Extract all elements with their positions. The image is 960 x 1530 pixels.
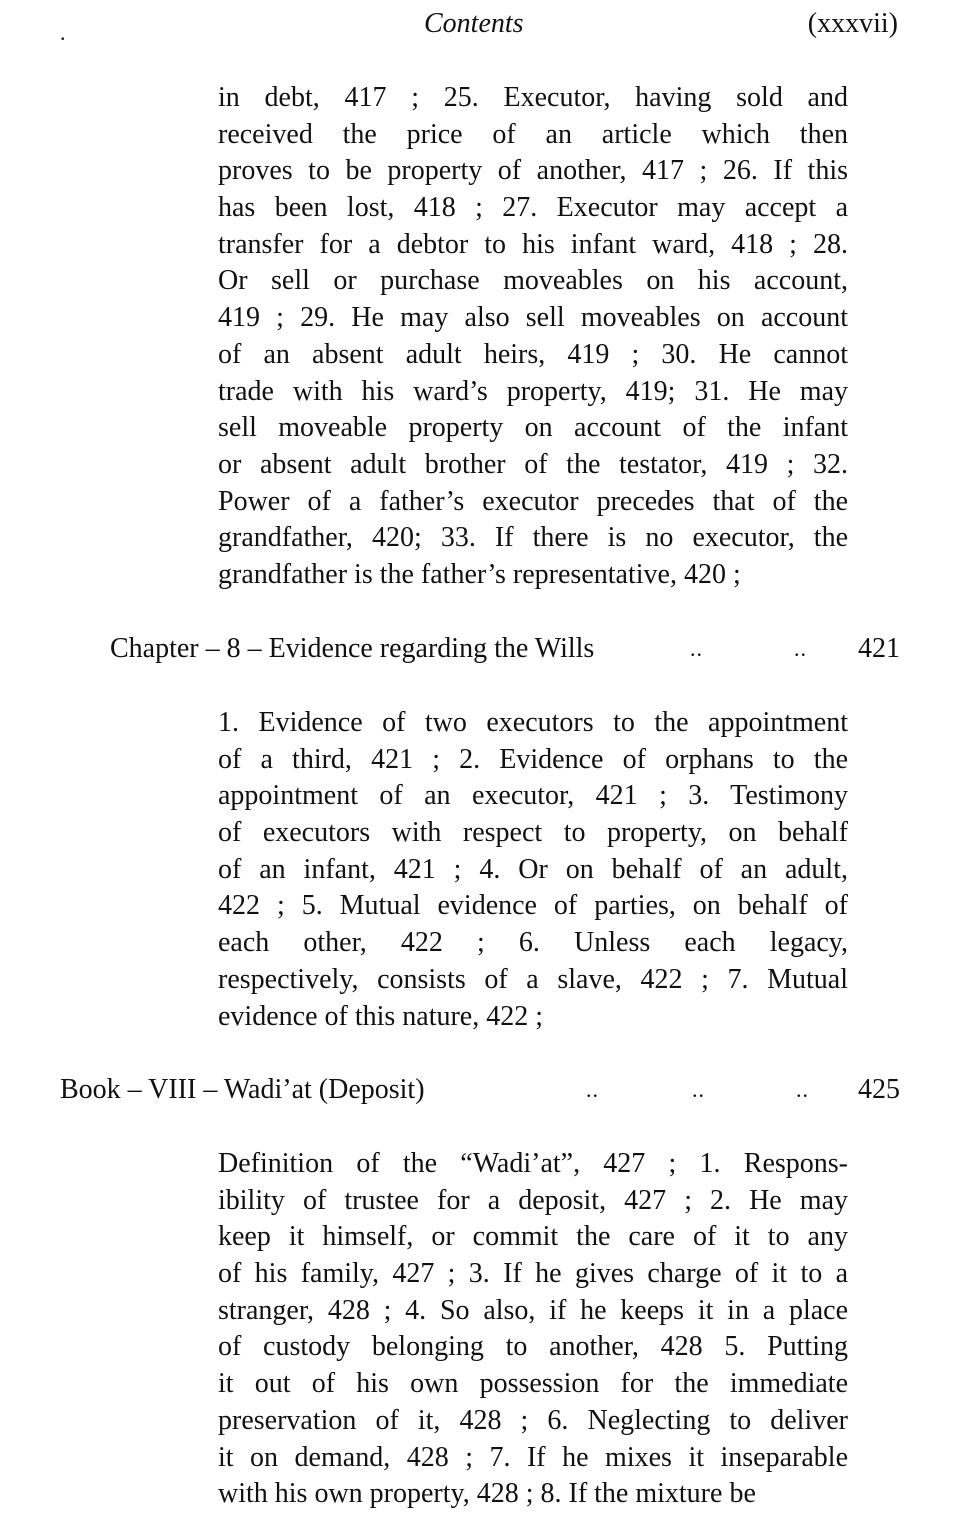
- margin-mark: .: [60, 20, 66, 45]
- text-line: Power of a father’s executor precedes that of the: [218, 485, 848, 517]
- text-line: grandfather, 420; 33. If there is no executor, the: [218, 522, 848, 554]
- running-header: [0, 6, 960, 46]
- text-line: of an infant, 421 ; 4. Or on behalf of an adult,: [218, 853, 848, 885]
- text-line: 1. Evidence of two executors to the appointment: [218, 707, 848, 738]
- book-8-page-number: 425: [858, 1074, 900, 1105]
- text-line: stranger, 428 ; 4. So also, if he keeps it in a place: [218, 1294, 848, 1326]
- text-line: it on demand, 428 ; 7. If he mixes it inseparable: [218, 1441, 848, 1473]
- text-line: sell moveable property on account of the infant: [218, 412, 848, 444]
- text-line: respectively, consists of a slave, 422 ; 7. Mutual: [218, 963, 848, 995]
- header-page-number: (xxxvii): [807, 8, 898, 39]
- dot-leader: ..: [586, 1077, 599, 1102]
- text-line: with his own property, 428 ; 8. If the mixture be: [218, 1478, 756, 1510]
- text-line: 419 ; 29. He may also sell moveables on account: [218, 302, 848, 334]
- text-line: proves to be property of another, 417 ; 26. If this: [218, 155, 848, 187]
- text-line: grandfather is the father’s representative, 420 ;: [218, 558, 741, 590]
- text-line: each other, 422 ; 6. Unless each legacy,: [218, 927, 848, 959]
- text-line: evidence of this nature, 422 ;: [218, 1000, 544, 1032]
- text-line: Or sell or purchase moveables on his account,: [218, 265, 848, 297]
- text-line: of an absent adult heirs, 419 ; 30. He cannot: [218, 338, 848, 370]
- dot-leader: ..: [690, 636, 703, 661]
- text-line: 422 ; 5. Mutual evidence of parties, on behalf of: [218, 890, 848, 922]
- text-line: of custody belonging to another, 428 5. Putting: [218, 1331, 848, 1363]
- toc-entry-book-8: [60, 1070, 900, 1110]
- text-line: received the price of an article which then: [218, 118, 848, 150]
- text-line: preservation of it, 428 ; 6. Neglecting to deliver: [218, 1404, 848, 1436]
- dot-leader: ..: [794, 636, 807, 661]
- text-line: trade with his ward’s property, 419; 31. He may: [218, 375, 848, 407]
- dot-leader: ..: [796, 1077, 809, 1102]
- contents-paragraph-2: [218, 705, 848, 1035]
- text-line: has been lost, 418 ; 27. Executor may accept a: [218, 192, 848, 224]
- text-line: it out of his own possession for the immediate: [218, 1368, 848, 1400]
- text-line: Definition of the “Wadi’at”, 427 ; 1. Respons-: [218, 1148, 848, 1179]
- text-line: keep it himself, or commit the care of it to any: [218, 1221, 848, 1253]
- text-line: or absent adult brother of the testator, 419 ; 32.: [218, 448, 848, 480]
- book-8-title: Book – VIII – Wadi’at (Deposit): [60, 1074, 425, 1105]
- text-line: appointment of an executor, 421 ; 3. Testimony: [218, 780, 848, 812]
- toc-entry-chapter-8: [110, 629, 900, 669]
- chapter-8-title: Chapter – 8 – Evidence regarding the Wills: [110, 633, 595, 664]
- header-title: Contents: [424, 8, 524, 39]
- text-line: of his family, 427 ; 3. If he gives charge of it to a: [218, 1258, 848, 1290]
- chapter-8-page-number: 421: [858, 633, 900, 664]
- contents-paragraph-1: [218, 80, 848, 594]
- contents-paragraph-3: [218, 1146, 848, 1513]
- dot-leader: ..: [692, 1077, 705, 1102]
- text-line: in debt, 417 ; 25. Executor, having sold and: [218, 82, 848, 113]
- text-line: of a third, 421 ; 2. Evidence of orphans to the: [218, 743, 848, 775]
- text-line: of executors with respect to property, on behalf: [218, 817, 848, 849]
- text-line: transfer for a debtor to his infant ward, 418 ; 28.: [218, 228, 848, 260]
- text-line: ibility of trustee for a deposit, 427 ; 2. He may: [218, 1184, 848, 1216]
